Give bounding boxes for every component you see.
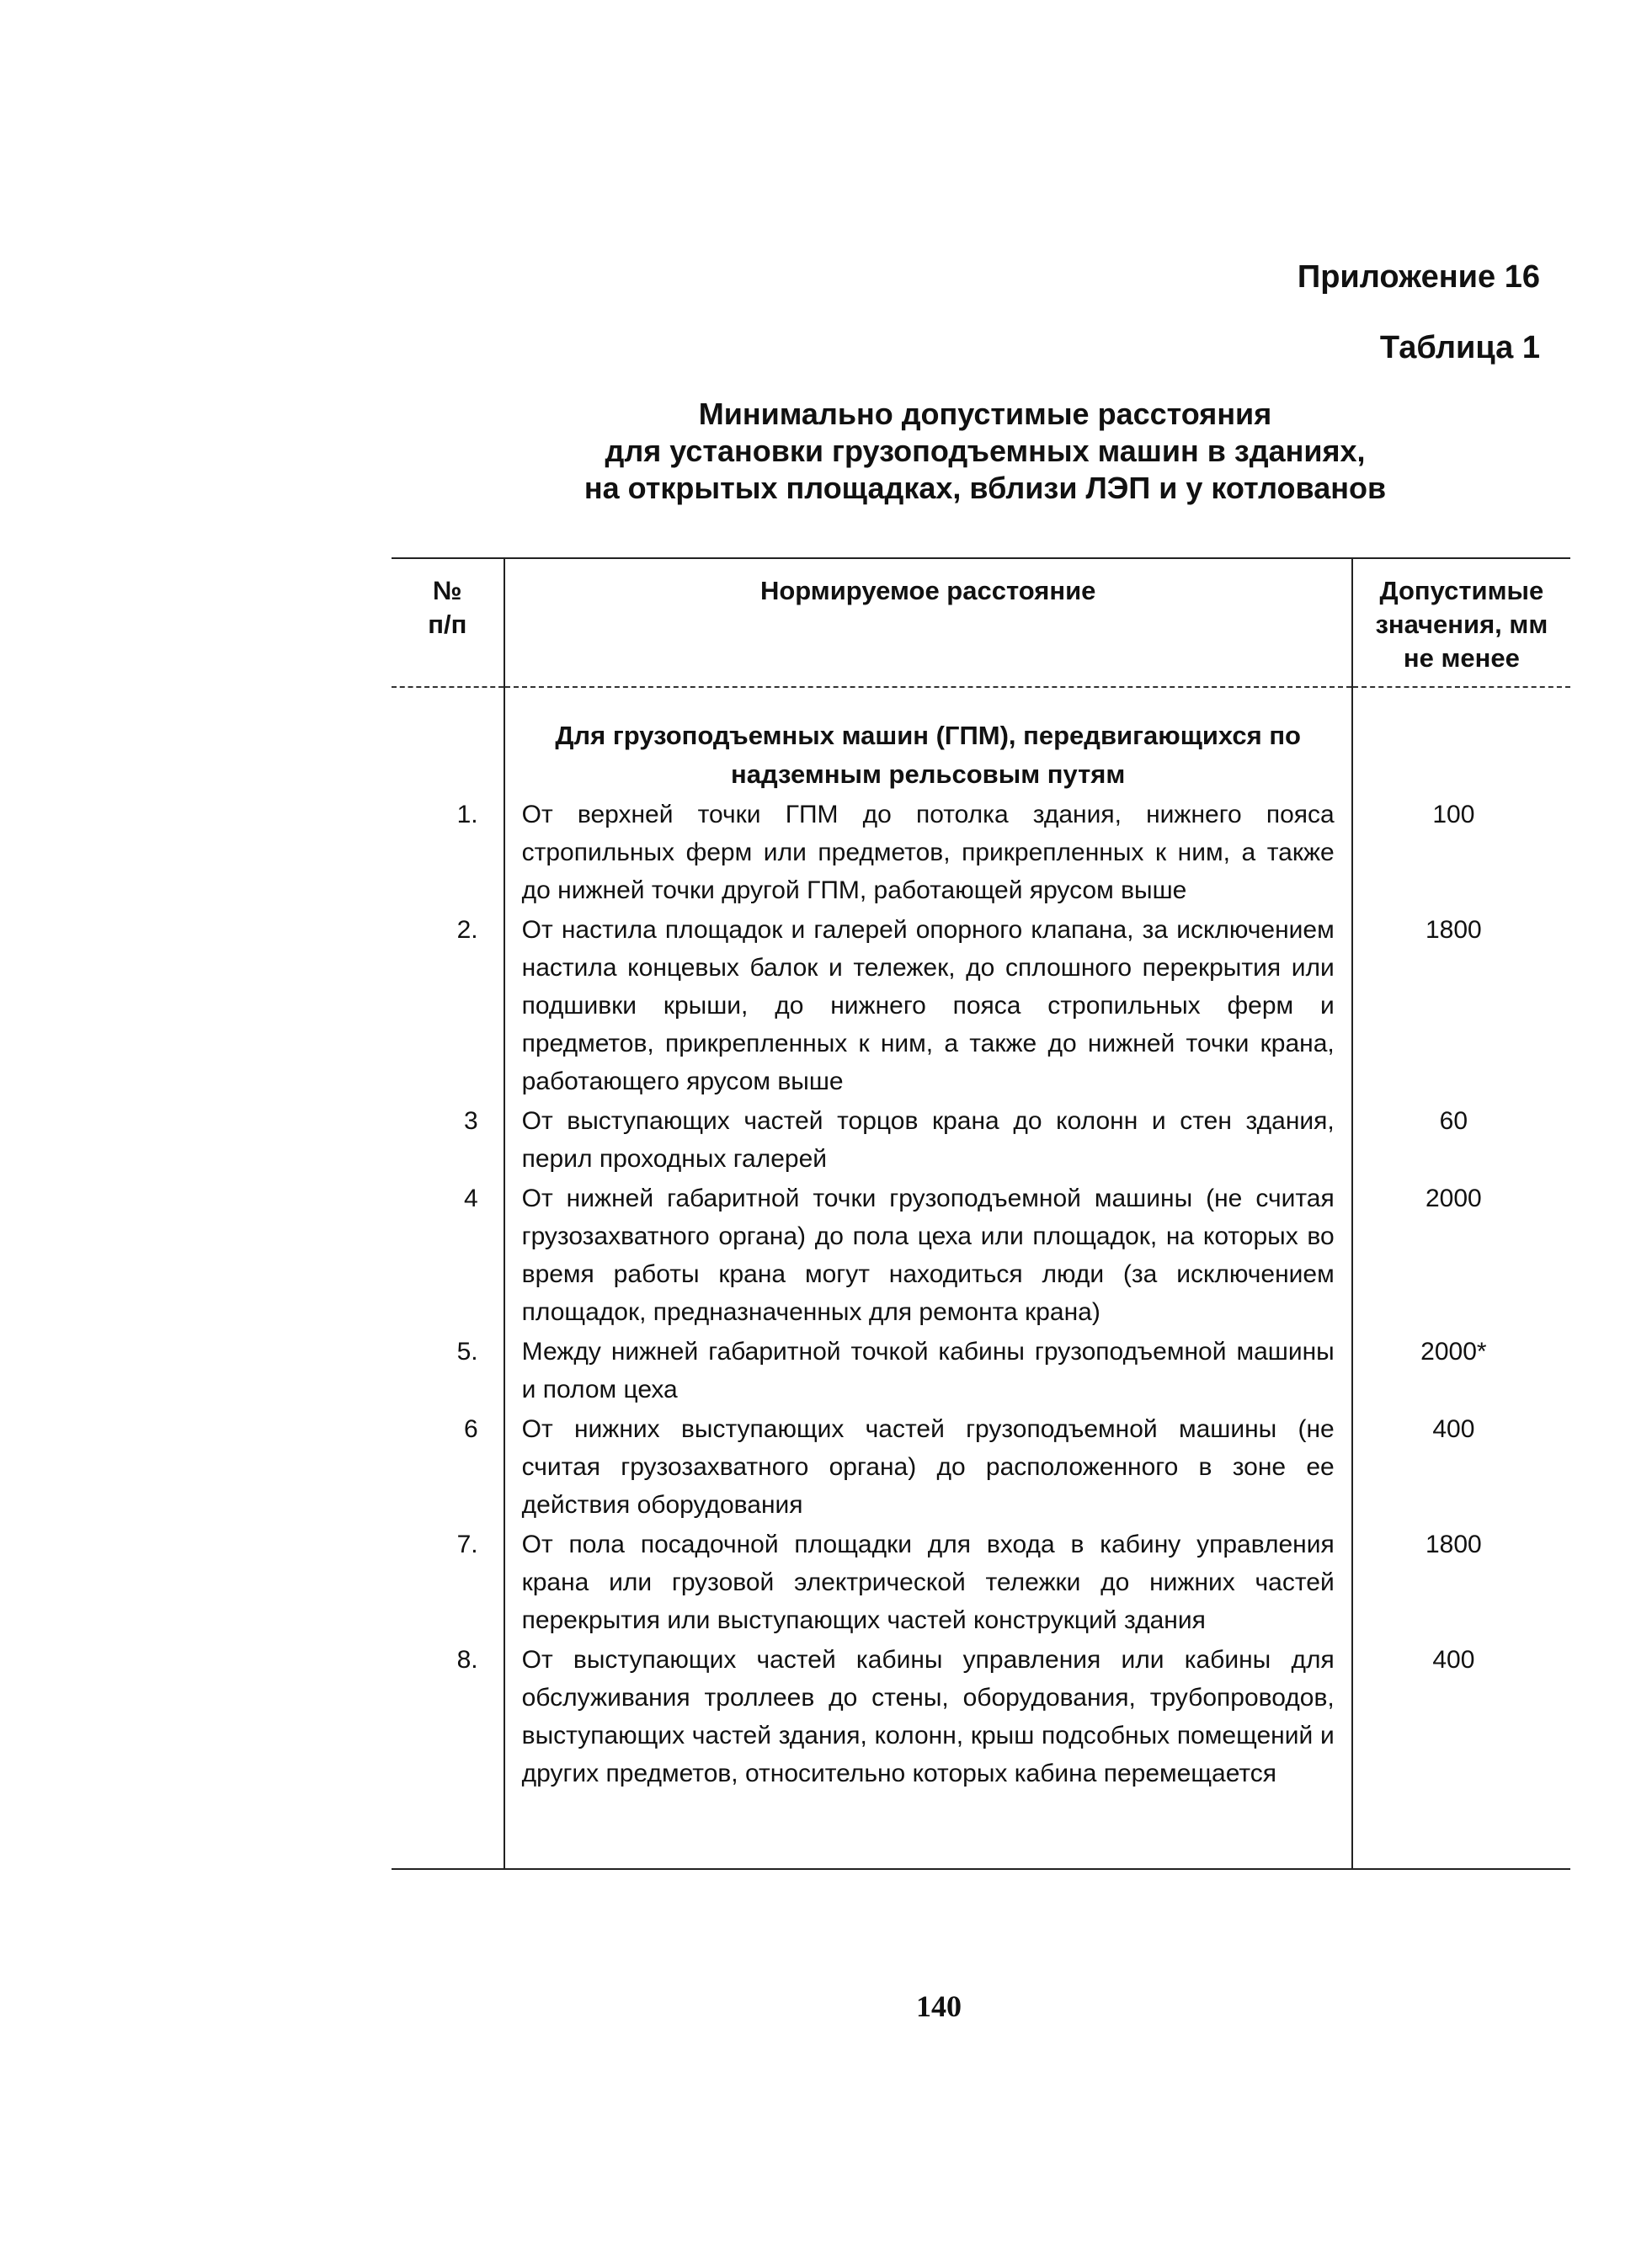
title-line-3: на открытых площадках, вблизи ЛЭП и у котлованов [584, 471, 1387, 505]
table-header-row [392, 558, 1570, 687]
table-row [392, 1640, 1570, 1869]
page-number: 140 [916, 1989, 962, 2023]
row-number: 3 [392, 1101, 504, 1179]
table-row [392, 1525, 1570, 1640]
column-header-value-line-1: Допустимые [1379, 576, 1544, 605]
row-number: 8. [392, 1640, 504, 1869]
title-line-1: Минимально допустимые расстояния [698, 397, 1272, 431]
row-distance-text: От пола посадочной площадки для входа в кабину управления крана или грузовой электрической тележки до нижних частей перекрытия или выступающих частей конструкций здания [504, 1525, 1352, 1640]
distances-table [392, 557, 1570, 1870]
row-value: 400 [1352, 1640, 1570, 1869]
table-row [392, 1332, 1570, 1409]
row-value: 100 [1432, 801, 1475, 828]
table-row [392, 1409, 1570, 1525]
row-distance-text: От нижней габаритной точки грузоподъемной машины (не считая грузозахватного органа) до пола цеха или площадок, на которых во время работы крана могут находиться люди (за исключением площадок, предназначенных для ремонта крана) [504, 1179, 1352, 1332]
row-distance-text: От выступающих частей кабины управления или кабины для обслуживания троллеев до стены, оборудования, трубопроводов, выступающих частей здания, колонн, крыш подсобных помещений и других предметов, относительно которых кабина перемещается [504, 1640, 1352, 1869]
row-value: 2000 [1425, 1185, 1482, 1212]
row-value: 1800 [1425, 1531, 1482, 1558]
row-value: 1800 [1425, 916, 1482, 944]
row-number: 1. [392, 795, 504, 910]
appendix-label: Приложение 16 [1297, 259, 1540, 295]
column-header-number-line-2: п/п [428, 610, 467, 639]
table-row [392, 1179, 1570, 1332]
title-line-2: для установки грузоподъемных машин в зданиях, [605, 434, 1366, 468]
table-label: Таблица 1 [1379, 330, 1540, 365]
row-value: 60 [1439, 1107, 1468, 1135]
table-row [392, 1101, 1570, 1179]
column-header-value-line-3: не менее [1403, 643, 1520, 673]
row-number: 5. [392, 1332, 504, 1409]
section-title: Для грузоподъемных машин (ГПМ), передвигающихся по надземным рельсовым путям [504, 687, 1352, 795]
row-distance-text: От выступающих частей торцов крана до колонн и стен здания, перил проходных галерей [504, 1101, 1352, 1179]
row-value: 2000* [1420, 1338, 1487, 1366]
table-row [392, 910, 1570, 1101]
row-number: 4 [392, 1179, 504, 1332]
column-header-number [392, 558, 504, 687]
column-header-number-line-1: № [433, 576, 462, 605]
column-header-distance: Нормируемое расстояние [504, 558, 1352, 687]
row-value: 400 [1432, 1415, 1475, 1443]
column-header-value-line-2: значения, мм [1375, 610, 1548, 639]
column-header-value [1352, 558, 1570, 687]
table-row [392, 795, 1570, 910]
table-title [472, 396, 1499, 507]
row-number: 6 [392, 1409, 504, 1525]
row-distance-text: От настила площадок и галерей опорного клапана, за исключением настила концевых балок и тележек, до сплошного перекрытия или подшивки крыши, до нижнего пояса стропильных ферм и предметов, прикрепленных к ним, а также до нижней точки крана, работающего ярусом выше [504, 910, 1352, 1101]
row-number: 2. [392, 910, 504, 1101]
row-distance-text: Между нижней габаритной точкой кабины грузоподъемной машины и полом цеха [504, 1332, 1352, 1409]
section-row [392, 687, 1570, 795]
row-distance-text: От верхней точки ГПМ до потолка здания, нижнего пояса стропильных ферм или предметов, прикрепленных к ним, а также до нижней точки другой ГПМ, работающей ярусом выше [504, 795, 1352, 910]
row-distance-text: От нижних выступающих частей грузоподъемной машины (не считая грузозахватного органа) до расположенного в зоне ее действия оборудования [504, 1409, 1352, 1525]
row-number: 7. [392, 1525, 504, 1640]
